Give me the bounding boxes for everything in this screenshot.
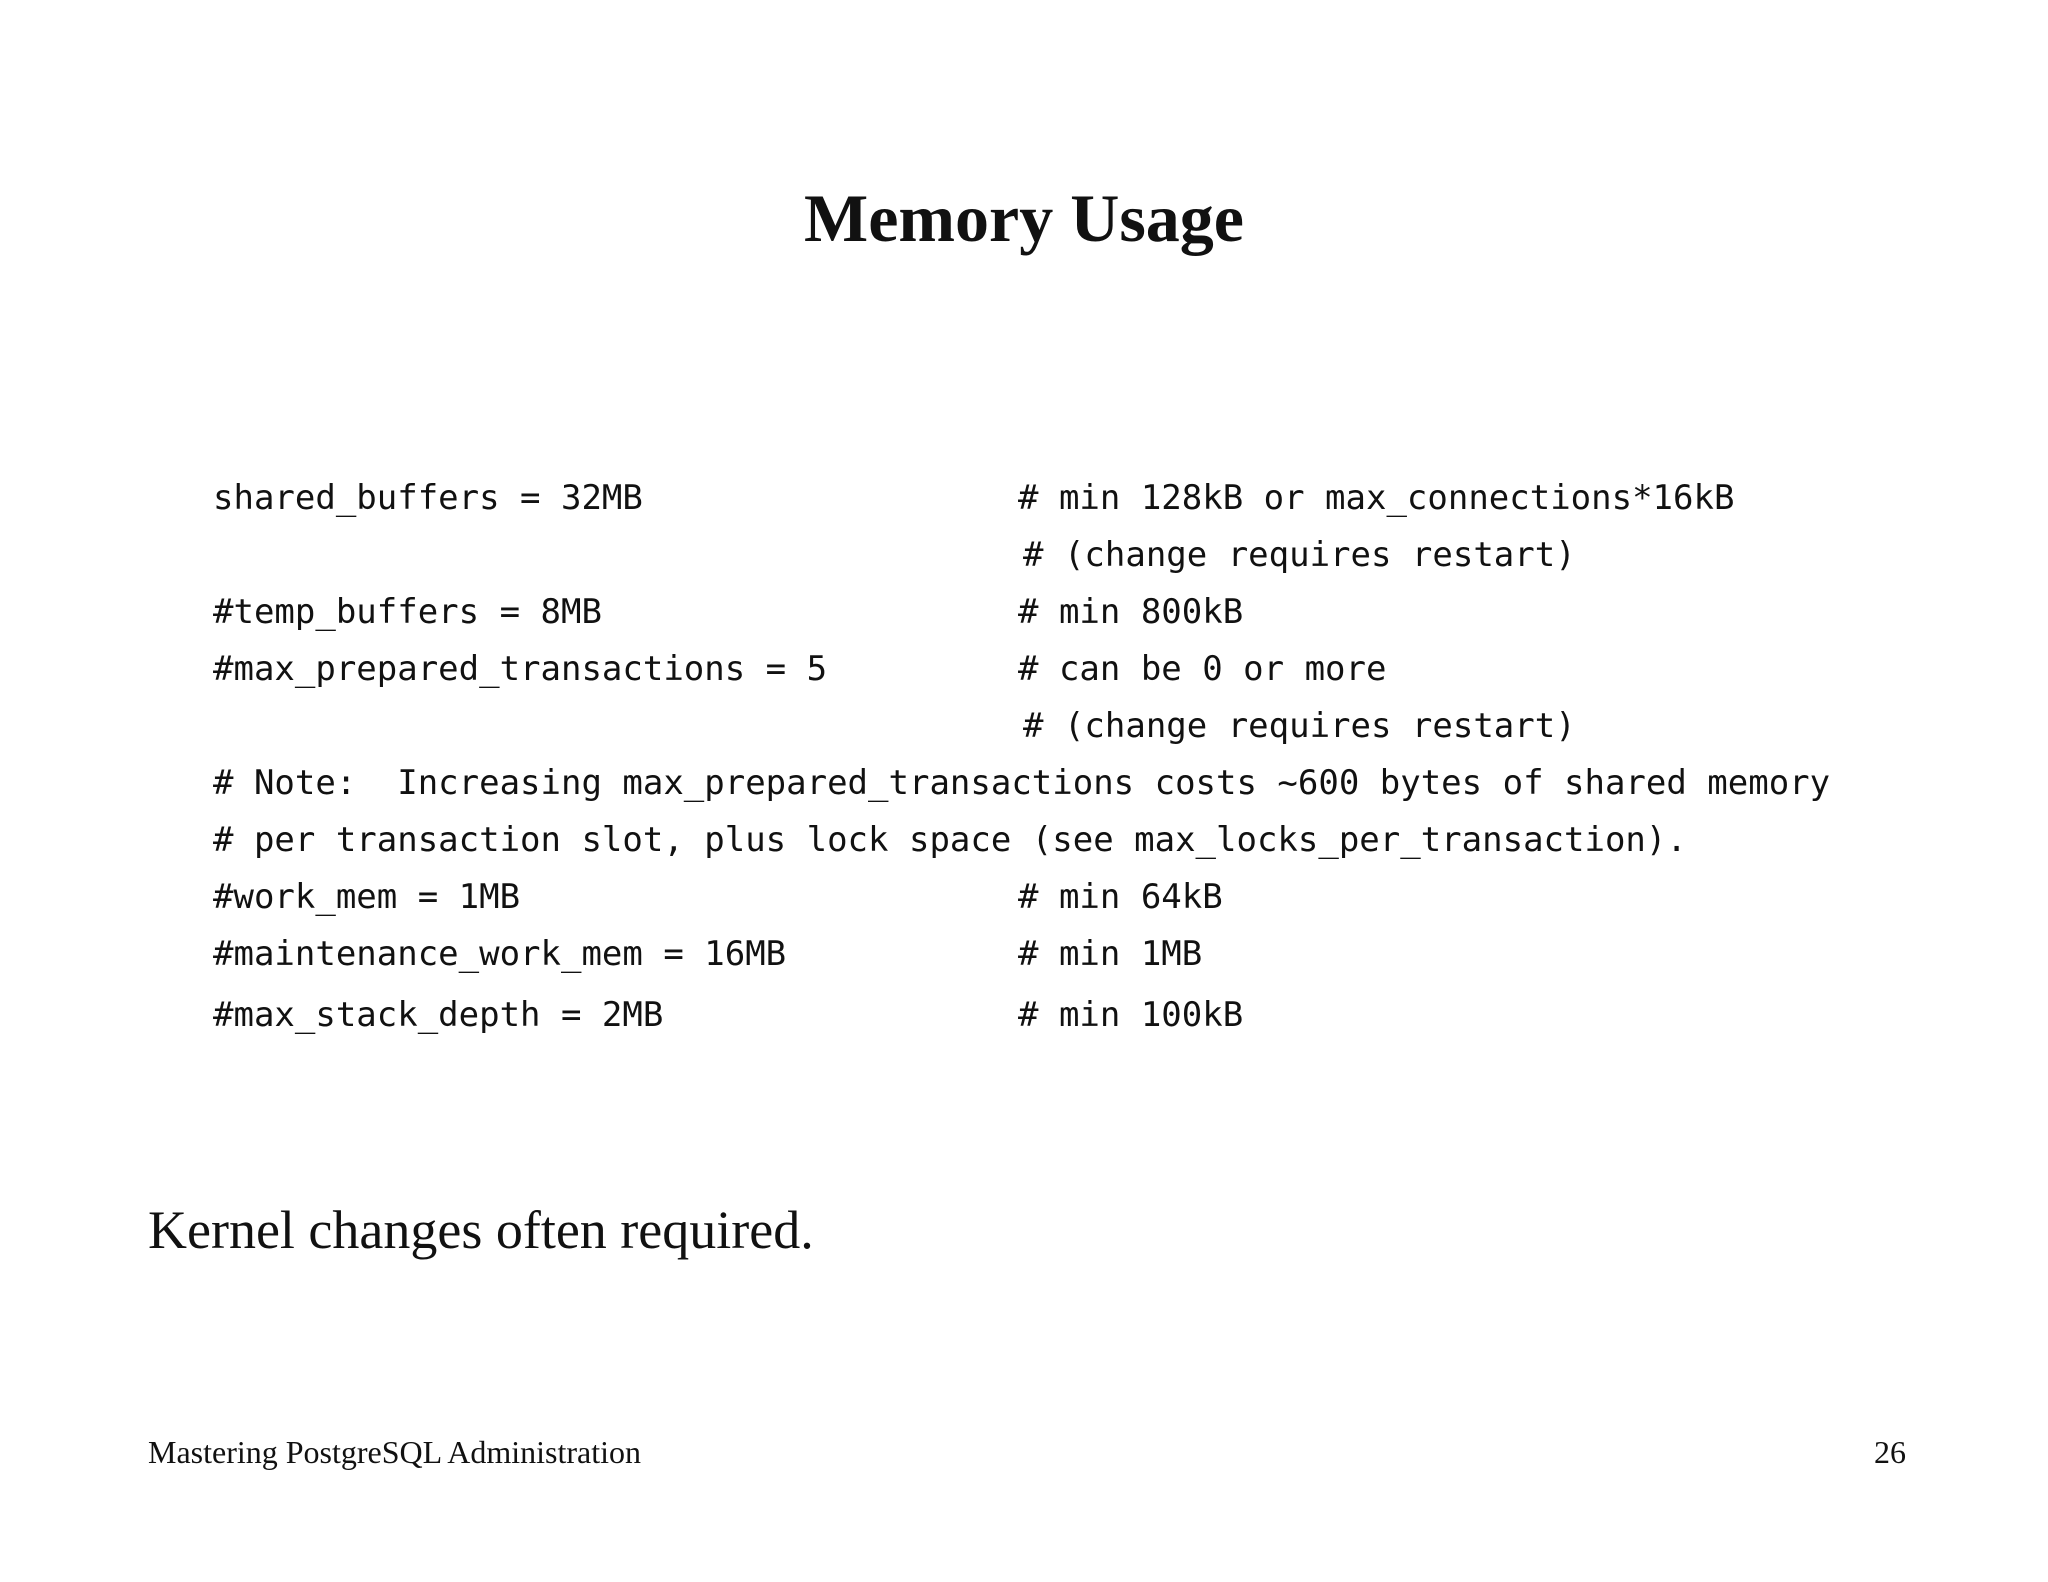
config-setting: shared_buffers = 32MB <box>213 478 643 518</box>
config-line <box>213 470 1913 527</box>
config-line <box>213 698 1913 755</box>
config-comment: # min 128kB or max_connections*16kB <box>1018 478 1735 518</box>
config-note-line <box>213 812 1913 869</box>
config-line <box>213 584 1913 641</box>
page-number: 26 <box>1874 1434 1906 1470</box>
config-line <box>213 527 1913 584</box>
config-line <box>213 869 1913 926</box>
config-code-block <box>213 470 1913 1047</box>
footer-title: Mastering PostgreSQL Administration <box>148 1434 642 1470</box>
config-comment: # (change requires restart) <box>1023 535 1576 575</box>
config-setting: #temp_buffers = 8MB <box>213 592 602 632</box>
config-comment: # min 800kB <box>1018 592 1244 632</box>
config-setting: #max_prepared_transactions = 5 <box>213 649 828 689</box>
config-setting: #work_mem = 1MB <box>213 877 521 917</box>
body-text: Kernel changes often required. <box>148 1200 814 1260</box>
config-setting: #max_stack_depth = 2MB <box>213 995 664 1035</box>
config-note: # Note: Increasing max_prepared_transactions costs ~600 bytes of shared memory <box>213 763 1831 803</box>
slide-title: Memory Usage <box>804 180 1244 256</box>
config-line <box>213 926 1913 983</box>
config-note-line <box>213 755 1913 812</box>
config-comment: # min 100kB <box>1018 995 1244 1035</box>
config-line <box>213 983 1913 1047</box>
config-comment: # (change requires restart) <box>1023 706 1576 746</box>
config-setting: #maintenance_work_mem = 16MB <box>213 934 787 974</box>
config-comment: # min 64kB <box>1018 877 1223 917</box>
config-line <box>213 641 1913 698</box>
config-comment: # can be 0 or more <box>1018 649 1387 689</box>
config-note: # per transaction slot, plus lock space (see max_locks_per_transaction). <box>213 820 1687 860</box>
config-comment: # min 1MB <box>1018 934 1203 974</box>
